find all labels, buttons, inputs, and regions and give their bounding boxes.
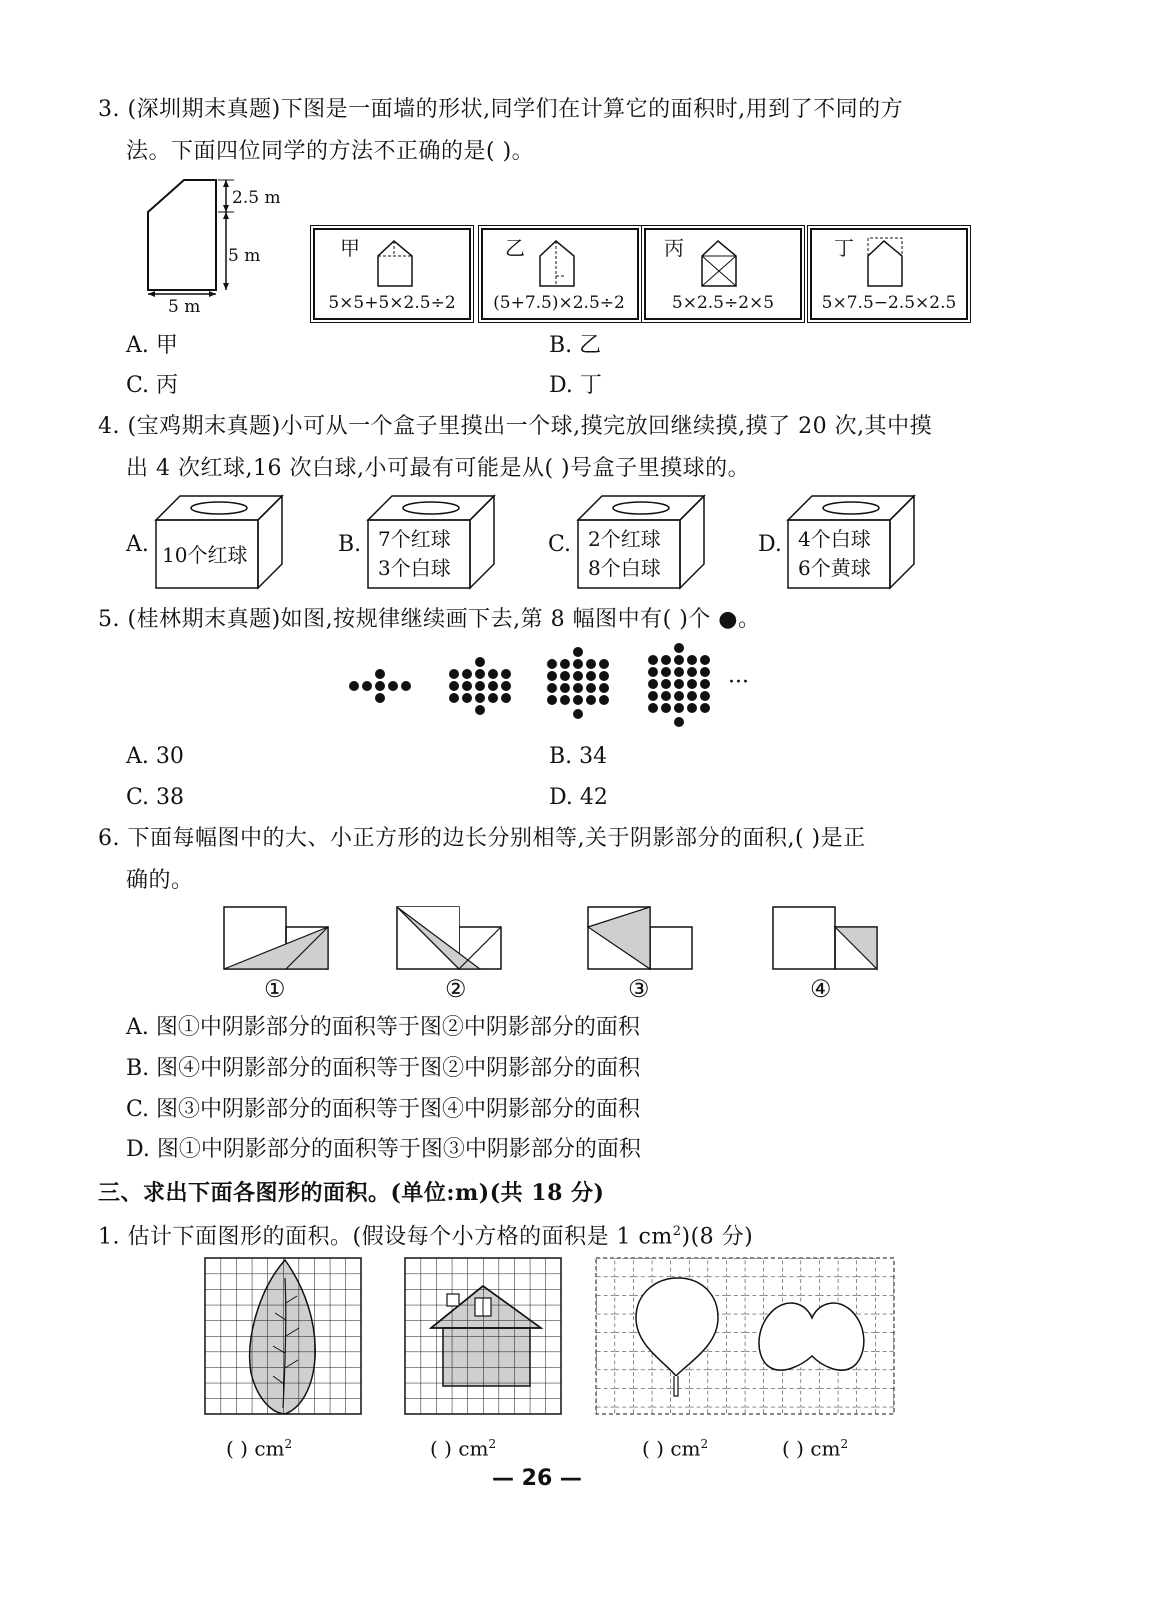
fig-label-2: ②	[445, 975, 467, 1003]
fig-label-3: ③	[628, 975, 650, 1003]
answer-heart-sup: 2	[840, 1437, 849, 1451]
q6-option-b[interactable]: B. 图④中阴影部分的面积等于图②中阴影部分的面积	[126, 1056, 641, 1081]
q5-option-c[interactable]: C. 38	[126, 785, 185, 810]
dim-bottom-label: 5 m	[168, 297, 201, 317]
answer-house-text: ( ) cm	[430, 1436, 489, 1461]
q4-option-b-letter[interactable]: B.	[338, 532, 362, 557]
dot-pattern	[340, 640, 740, 740]
dim-top-label: 2.5 m	[232, 188, 281, 208]
method-name-ding: 丁	[834, 236, 854, 260]
answer-leaf-shape[interactable]	[642, 1432, 708, 1461]
q6-line1: 6. 下面每幅图中的大、小正方形的边长分别相等,关于阴影部分的面积,( )是正	[98, 826, 866, 851]
method-name-yi: 乙	[505, 236, 525, 260]
q5-line1: 5. (桂林期末真题)如图,按规律继续画下去,第 8 幅图中有( )个 ●。	[98, 607, 761, 632]
method-formula-jia: 5×5+5×2.5÷2	[328, 293, 456, 313]
mini-house-yi	[538, 238, 578, 288]
square-figures	[220, 905, 890, 975]
q4-box-c-line1: 2个红球	[588, 527, 661, 551]
answer-leaf[interactable]	[226, 1432, 292, 1461]
leaf-grid	[205, 1258, 365, 1418]
answer-leaf-text: ( ) cm	[226, 1436, 285, 1461]
method-formula-ding: 5×7.5−2.5×2.5	[821, 293, 957, 313]
dim-side-label: 5 m	[228, 246, 261, 266]
q4-box-d-line2: 6个黄球	[798, 556, 871, 580]
answer-leaf-shape-sup: 2	[700, 1437, 709, 1451]
dot-ellipsis: ···	[728, 670, 749, 695]
method-name-bing: 丙	[664, 236, 684, 260]
method-formula-yi: (5+7.5)×2.5÷2	[493, 293, 625, 313]
method-name-jia: 甲	[340, 236, 360, 260]
fig-label-1: ①	[264, 975, 286, 1003]
leaf-heart-grid	[596, 1258, 898, 1418]
q6-option-a[interactable]: A. 图①中阴影部分的面积等于图②中阴影部分的面积	[126, 1015, 640, 1040]
section3-title: 三、求出下面各图形的面积。(单位:m)(共 18 分)	[98, 1180, 605, 1206]
mini-house-jia	[376, 238, 416, 288]
section3-q1	[98, 1217, 753, 1252]
q3-line2: 法。下面四位同学的方法不正确的是( )。	[126, 139, 535, 164]
answer-house[interactable]	[430, 1432, 496, 1461]
q4-box-b-line2: 3个白球	[378, 556, 451, 580]
q6-line2: 确的。	[126, 868, 194, 893]
q4-line1: 4. (宝鸡期末真题)小可从一个盒子里摸出一个球,摸完放回继续摸,摸了 20 次,其中摸	[98, 414, 933, 439]
answer-heart-text: ( ) cm	[782, 1436, 841, 1461]
q4-box-d-line1: 4个白球	[798, 527, 871, 551]
q3-line1: 3. (深圳期末真题)下图是一面墙的形状,同学们在计算它的面积时,用到了不同的方	[98, 97, 904, 122]
q4-box-a-line1: 10个红球	[162, 543, 248, 567]
answer-heart[interactable]	[782, 1432, 848, 1461]
house-grid	[405, 1258, 565, 1418]
q5-option-d[interactable]: D. 42	[549, 785, 608, 810]
answer-leaf-sup: 2	[284, 1437, 293, 1451]
section3-q1-text: 1. 估计下面图形的面积。(假设每个小方格的面积是 1 cm	[98, 1224, 673, 1250]
q3-option-b[interactable]: B. 乙	[549, 333, 602, 358]
q4-box-c-line2: 8个白球	[588, 556, 661, 580]
fig-label-4: ④	[810, 975, 832, 1003]
q3-option-c[interactable]: C. 丙	[126, 373, 179, 398]
q4-box-b-line1: 7个红球	[378, 527, 451, 551]
q5-option-a[interactable]: A. 30	[126, 744, 184, 769]
mini-house-bing	[700, 238, 740, 288]
q6-option-c[interactable]: C. 图③中阴影部分的面积等于图④中阴影部分的面积	[126, 1097, 641, 1122]
q4-line2: 出 4 次红球,16 次白球,小可最有可能是从( )号盒子里摸球的。	[126, 456, 751, 481]
q6-option-d[interactable]: D. 图①中阴影部分的面积等于图③中阴影部分的面积	[126, 1137, 641, 1162]
q4-option-a-letter[interactable]: A.	[126, 532, 149, 557]
q4-option-c-letter[interactable]: C.	[548, 532, 572, 557]
q4-option-d-letter[interactable]: D.	[758, 532, 782, 557]
mini-house-ding	[866, 234, 906, 288]
section3-q1-points: )(8 分)	[681, 1224, 754, 1250]
section3-q1-sup: 2	[672, 1224, 682, 1239]
method-formula-bing: 5×2.5÷2×5	[671, 293, 775, 313]
q5-option-b[interactable]: B. 34	[549, 744, 608, 769]
answer-house-sup: 2	[488, 1437, 497, 1451]
answer-leaf-shape-text: ( ) cm	[642, 1436, 701, 1461]
page-number: — 26 —	[492, 1466, 582, 1491]
q3-option-d[interactable]: D. 丁	[549, 373, 602, 398]
q3-option-a[interactable]: A. 甲	[126, 333, 178, 358]
